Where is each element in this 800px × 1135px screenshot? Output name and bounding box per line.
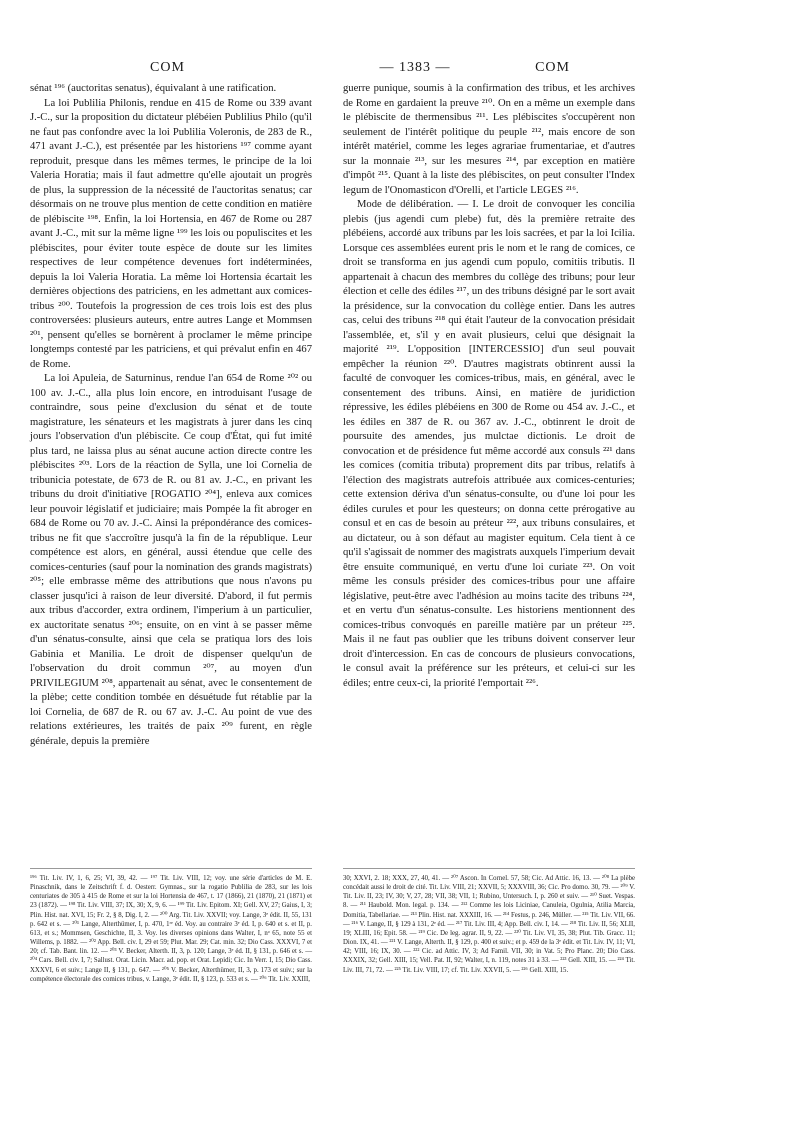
header-right: COM bbox=[535, 60, 570, 75]
page-number: — 1383 — bbox=[379, 60, 451, 75]
footnotes-left: ¹⁹⁶ Tit. Liv. IV, 1, 6, 25; VI, 39, 42. — ¹⁹⁷ Tit. Liv. VIII, 12; voy. une série d'articles de M. E. Pinaschnik, dans le Zeitschrift f. d. Oesterr. Gymnas., sur la rogatio Publilia de 283, sur les lois centuriates de 305 à 415 de Rome et sur la loi Hortensia de 467, t. 17 (1866), 21 (1870), 21 (1871) et 23 (1872). — ¹⁹⁸ Tit. Liv. VIII, 37; IX, 30; X, 9, 6. — ¹⁹⁹ Tit. Liv. Epitom. XI; Gell. XV, 27; Gaius, I, 3; Plin. Hist. nat. XVI, 15; Fr. 2, § 8, Dig. I, 2. — ²⁰⁰ Arg. Tit. Liv. XXVII; voy. Lange, 3ᵉ édit. II, 55, 131 p. 642 et s. — ²⁰¹ Lange, Alterthümer, I, p. 470, 1ʳᵉ éd. Voy. au contraire 3ᵉ éd. I, p. 640 et s. et II, p. 613, et s.; Mommsen, Geschichte, II, 3. Voy. les diverses opinions dans Walter, I, nᵒ 65, note 55 et Willems, p. 1882. — ²⁰² App. Bell. civ. I, 29 et 59; Plut. Mar. 29; Cat. min. 32; Dio Cass. XXXVI, 7 et 20; cf. Tab. Bant. lin. 12. — ²⁰³ V. Becker, Alterth. II, 3, p. 120; Lange, 3ᵉ éd. II, § 131, p. 646 et s. — ²⁰⁴ Cars. Bell. civ. I, 7; Sallust. Orat. Licin. Macr. ad. pop. et Orat. Lepidi; Cic. In Verr. I, 15; Dio Cass. XXXVI, 6 et suiv.; Lange II, § 131, p. 647. — ²⁰⁵ V. Becker, Alterthümer, II, 3, p. 173 et suiv.; sur la compétence électorale des comices tribus, v. Lange, 3ᵉ édit. II, § 123, p. 533 et s. — ²⁰⁶ Tit. Liv. XXIII, bbox=[30, 875, 312, 983]
footnote-divider bbox=[30, 868, 312, 869]
paragraph: La loi Apuleia, de Saturninus, rendue l'an 654 de Rome ²⁰² ou 100 av. J.-C., alla plus loin encore, en introduisant l'usage de contraindre, sous peine d'exclusion du sénat et de toute magistrature, les sénateurs et les magistrats à jurer dans les cinq jours l'observation d'un plébiscite. Ce coup d'État, qui fut imité plus tard, ne laissa plus au sénat aucune action directe contre les plébiscites ²⁰³. Lors de la réaction de Sylla, une loi Cornelia de tribunicia potestate, de 673 de R. ou 81 av. J.-C., en privant les tribuns du droit d'initiative [ROGATIO ²⁰⁴], enleva aux comices leur pouvoir législatif et judiciaire; mais Pompée la fit abroger en 684 de Rome ou 70 av. J.-C. Ainsi la prépondérance des comices-tribus ne fit que s'accroître jusqu'à la fin de la république. Leur compétence est alors, en général, aussi étendue que celle des comices-centuries (sauf pour la nomination des grands magistrats) ²⁰⁵; elle embrasse même des attributions que nous n'avons pu classer jusqu'ici à raison de leur diversité. D'abord, il fut permis aux tribus d'accorder, extra ordinem, l'imperium à un particulier, ex auctoritate senatus ²⁰⁶; ensuite, on en vint à se passer même d'un sénatus-consulte, ainsi que cela se pratiqua lors des lois Gabinia et Manilia. Le droit de dispenser quelqu'un de l'observation du droit commun ²⁰⁷, au moyen d'un PRIVILEGIUM ²⁰⁸, appartenait au sénat, avec le consentement de la plèbe; cette condition tombée en désuétude fut rétablie par la loi Cornelia, de 687 de R. ou 67 av. J.-C. Au point de vue des relations extérieures, les traités de paix ²⁰⁹ furent, en règle générale, depuis la première bbox=[30, 373, 312, 747]
footnote-divider bbox=[343, 868, 635, 869]
header-left: COM bbox=[150, 60, 185, 75]
paragraph: La loi Publilia Philonis, rendue en 415 de Rome ou 339 avant J.-C., sur la proposition du dictateur plébéien Publilius Philo (qu'il ne faut pas confondre avec la loi Publilia Voleronis, de 283 de R., 471 avant J.-C.), est présentée par les historiens ¹⁹⁷ comme ayant reproduit, presque dans les mêmes termes, le principe de la loi Valeria Horatia; mais il faut admettre qu'elle ajoutait un progrès de plus, la suppression de la nécessité de l'auctoritas senatus; car désormais on ne trouve plus mention de cette condition en matière de plébiscite ¹⁹⁸. Enfin, la loi Hortensia, en 467 de Rome ou 287 avant J.-C., mit sur la même ligne ¹⁹⁹ les lois ou populiscites et les plébiscites, pour éviter toute espèce de doute sur les limites respectives de leur compétence devenues fort indéterminées, depuis la loi Valeria Horatia. La même loi Hortensia écartait les dernières objections des patriciens, en les admettant aux comices-tribus ²⁰⁰. Toutefois la progression de ces trois lois est des plus controversées: plusieurs auteurs, entre autres Lange et Mommsen ²⁰¹, pensent qu'elles se bornèrent à proclamer le même principe longtemps contesté par les patriciens, et qui prévalut enfin en 467 de Rome. bbox=[30, 97, 312, 370]
right-column bbox=[343, 82, 635, 691]
running-header bbox=[30, 60, 770, 82]
paragraph: sénat ¹⁹⁶ (auctoritas senatus), équivalant à une ratification. bbox=[30, 83, 277, 94]
paragraph: Mode de délibération. — I. Le droit de convoquer les concilia plebis (jus agendi cum plebe) fut, dès la première retraite des plébéiens, accordé aux tribuns par les lois sacrées, et par la loi Icilia. Lorsque ces assemblées eurent pris le nom et le rang de comices, ce droit se transforma en jus agendi cum populo, comitiis tributis. Il appartenait à chacun des membres du collège des tribuns; pour leur élection et celle des édiles ²¹⁷, un des tribuns désigné par le sort avait la présidence, sur la convocation du collège entier. Dans les autres cas, celui des tribuns ²¹⁸ qui était l'auteur de la convocation présidait l'assemblée, et, s'il y en avait plusieurs, celui que désignait la majorité ²¹⁹. L'opposition [INTERCESSIO] d'un seul pouvait empêcher la réunion ²²⁰. D'autres magistrats obtinrent aussi la faculté de convoquer les comices-tribus, mais, en général, avec le consentement des tribuns. Ainsi, en matière de juridiction répressive, les édiles plébéiens en 300 de Rome ou 454 av. J.-C., et les édiles en 387 de R. ou 367 av. J.-C., obtinrent le droit de poursuite des amendes, jus mulctae dictionis. Le droit de convocation et de présidence fut même accordé aux consuls ²²¹ dans les comices (comitia tributa) proprement dits par tribus, relatifs à l'élection des magistrats autrefois attribuée aux comices-centuries; cette extension dériva d'un sénatus-consulte, ou d'une loi pour les édiles curules et pour les questeurs; on donna cette prérogative au consul et en cas de besoin au préteur ²²², aux tribuns consulaires, et au dictateur, ou à son défaut au magister equitum. Cela tient à ce qu'il s'agissait de nommer des magistrats auxquels l'imperium devait être ensuite communiqué, en vertu d'une loi curiate ²²³. On voit même les consuls présider des comices-tribus pour une affaire législative, peut-être avec l'adhésion au moins tacite des tribuns ²²⁴, et en vertu d'un sénatus-consulte. Les historiens mentionnent des comices-tribus convoqués en pareille matière par un préteur ²²⁵. Mais il ne faut pas oublier que les tribuns doivent conserver leur droit d'intercession. En cas de concours de plusieurs convocations, le consul avait la préférence sur les préteurs, et celui-ci sur les édiles; entre ceux-ci, la priorité l'emportait ²²⁶. bbox=[343, 199, 635, 689]
footnotes-right: 30; XXVI, 2. 18; XXX, 27, 40, 41. — ²⁰⁷ Ascon. In Cornel. 57, 58; Cic. Ad Attic. 16, 13. — ²⁰⁸ La plèbe concédait aussi le droit de cité. Tit. Liv. VIII, 21; XXVII, 5; XXXVIII, 36; Cic. Pro domo. 30, 79. — ²⁰⁹ V. Tit. Liv. II, 23; IV, 30; V, 27, 28; VII, 38; VII, 1; Rubino, Untersuch. I, p. 260 et suiv. — ²¹⁰ Suet. Vespas. 8. — ²¹¹ Haubold. Mon. legal. p. 134. — ²¹² Comme les lois Liciniae, Canuleia, Ogulnia, Atilia Marcia, Domitia, Tabellariae. — ²¹³ Plin. Hist. nat. XXXIII, 16. — ²¹⁴ Festus, p. 246, Müller. — ²¹⁵ Tit. Liv. VII, 66. — ²¹⁶ V. Lange, II, § 129 à 131, 2ᵉ éd. — ²¹⁷ Tit. Liv. III, 4; App. Bell. civ. I, 14. — ²¹⁸ Tit. Liv. II, 56; XLII, 19; XLIII, 16; Epit. 58. — ²¹⁹ Cic. De leg. agrar. II, 9, 22. — ²²⁰ Tit. Liv. VI, 35, 38; Plut. Tib. Gracc. 11; Dion. IX, 41. — ²²¹ V. Lange, Alterth. II, § 129, p. 400 et suiv.; et p. 459 de la 3ᵉ édit. et Tit. Liv. IV, 11; VI, 42; VIII, 16; IX, 30. — ²²² Cic. ad Attic. IV, 3; Ad Famil. VII, 30; in Vat. 5; Pro Planc. 20; Dio Cass. XXXIX, 32; Gell. XIII, 15; Vell. Pat. II, 92; Walter, I, n. 119, notes 31 à 33. — ²²³ Gell. XIII, 15. — ²²⁴ Tit. Liv. III, 71, 72. — ²²⁵ Tit. Liv. VIII, 17; cf. Tit. Liv. XXVII, 5. — ²²⁶ Gell. XIII, 15. bbox=[343, 875, 635, 974]
paragraph: guerre punique, soumis à la confirmation des tribus, et les archives de Rome en gardaient la preuve ²¹⁰. On en a même un exemple dans le plébiscite de thermensibus ²¹¹. Les plébiscites s'occupèrent non seulement de l'intérêt politique du peuple ²¹², mais encore de son intérêt matériel, comme les leges agrariae frumentariae, et d'autres sur la monnaie ²¹³, sur les mesures ²¹⁴, par exception en matière d'impôt ²¹⁵. Quant à la liste des plébiscites, on peut consulter l'Index legum de l'Onomasticon d'Orelli, et l'article LEGES ²¹⁶. bbox=[343, 83, 635, 196]
left-column bbox=[30, 82, 312, 749]
